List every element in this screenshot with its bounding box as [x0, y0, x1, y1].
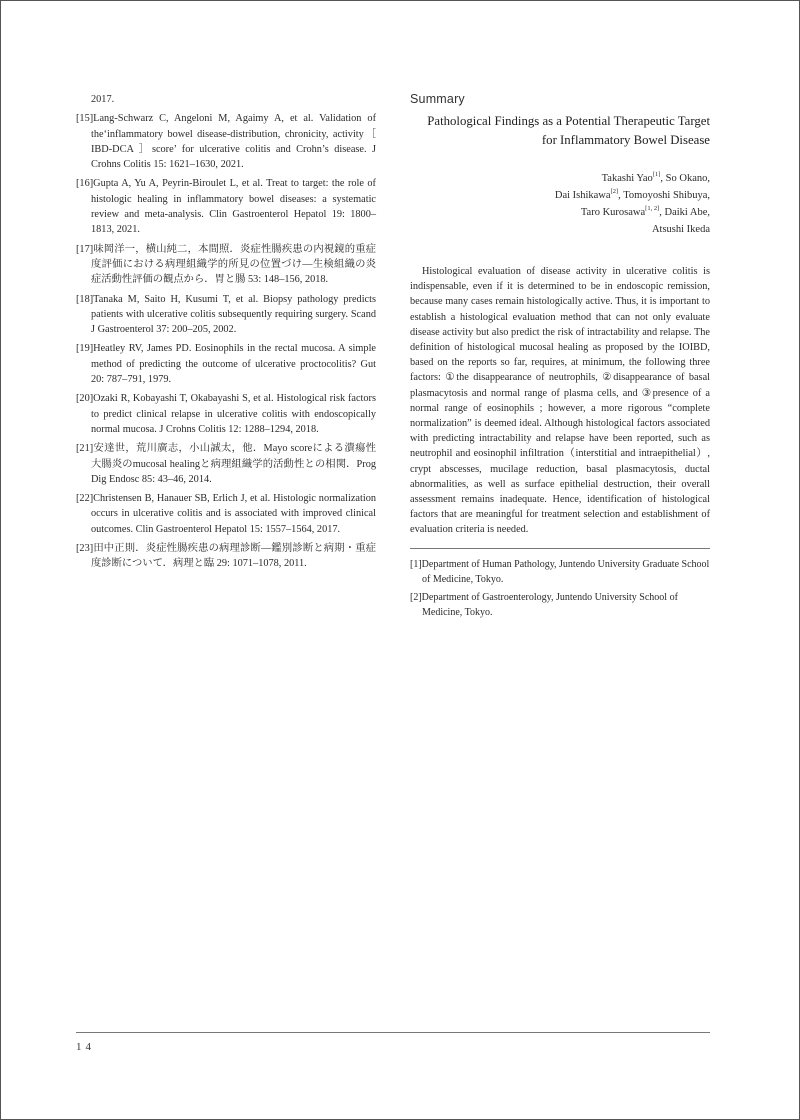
affiliation-item: [2]Department of Gastroenterology, Juntendo University School of Medicine, Tokyo.	[410, 591, 678, 618]
author-separator: , So Okano,	[660, 173, 710, 184]
reference-text: 田中正則．炎症性腸疾患の病理診断―鑑別診断と病期・重症度診断について．病理と臨 29: 1071–1078, 2011.	[91, 543, 376, 570]
footer-divider	[76, 1032, 710, 1033]
reference-text: Tanaka M, Saito H, Kusumi T, et al. Biopsy pathology predicts patients with ulcerative colitis subsequently requiring surgery. Scand J Gastroenterol 37: 200–205, 2002.	[91, 293, 376, 336]
abstract-text: Histological evaluation of disease activity in ulcerative colitis is indispensable, even if it is determined to be in endoscopic remission, because many cases remain histologically active. Thus, it is important to establish a histological evaluation method that can not only evaluate disease activity but also predict the risk of intractability and relapse. The definition of histological mucosal healing as proposed by the IOIBD, based on the reports so far, requires, at minimum, the following three factors: ①the disappearance of neutrophils, ②disappearance of basal plasmacytosis and normal range of plasma cells, and ③presence of a normal range of eosinophils ; however, a more rigorous “complete normalization” is deemed ideal. Although histological factors associated with predicting intractability and relapse have been reported, such as neutrophil and eosinophil infiltration（interstitial and intraepithelial）, crypt abscesses, mucilage reduction, basal plasmacytosis, ductal abnormalities, as well as surface epithelial destruction, their overall assessment remains inadequate. Hence, identification of histological factors that are meaningful for treatment selection and establishment of evaluation criteria is needed.	[410, 266, 710, 536]
summary-heading: Summary	[410, 92, 465, 106]
reference-number: [17]	[76, 243, 94, 255]
author-affiliation-mark: [2]	[610, 188, 619, 195]
reference-number: [22]	[76, 493, 94, 505]
author-affiliation-mark: [1]	[652, 171, 661, 178]
author-name: Taro Kurosawa	[580, 207, 646, 218]
author-name: Atsushi Ikeda	[651, 224, 710, 235]
reference-text: Gupta A, Yu A, Peyrin-Biroulet L, et al. Treat to target: the role of histologic healing in inflammatory bowel diseases: a systematic review and meta-analysis. Clin Gastroenterol Hepatol 19: 1800–1813, 2021.	[91, 178, 376, 236]
reference-item	[76, 111, 376, 172]
reference-item	[76, 292, 376, 338]
title-line-1: Pathological Findings as a Potential Therapeutic Target	[427, 114, 710, 128]
reference-number: [20]	[76, 393, 94, 405]
reference-item	[76, 391, 376, 437]
reference-item	[76, 341, 376, 387]
reference-continuation	[76, 92, 376, 107]
author-name: Takashi Yao	[601, 173, 653, 184]
affiliation-list	[410, 557, 710, 620]
reference-number: [21]	[76, 443, 94, 455]
author-line	[410, 170, 710, 187]
reference-item	[76, 441, 376, 487]
reference-number: [16]	[76, 178, 94, 190]
reference-item	[76, 176, 376, 237]
reference-text: Christensen B, Hanauer SB, Erlich J, et al. Histologic normalization occurs in ulcerative colitis and is associated with improved clinical outcomes. Clin Gastroenterol Hepatol 15: 1557–1564, 2017.	[91, 493, 376, 535]
reference-text: 安達世，荒川廣志，小山誠太，他．Mayo scoreによる潰瘍性大腸炎のmucosal healingと病理組織学的活動性との相関．Prog Dig Endosc 85: 43–46, 2014.	[91, 443, 376, 485]
reference-item	[76, 491, 376, 537]
author-list	[410, 170, 710, 238]
author-line	[410, 221, 710, 238]
reference-item	[76, 242, 376, 288]
reference-number: [23]	[76, 543, 94, 555]
author-separator: , Tomoyoshi Shibuya,	[618, 190, 710, 201]
page-number: 14	[76, 1041, 95, 1053]
reference-text: Ozaki R, Kobayashi T, Okabayashi S, et al. Histological risk factors to predict clinical relapse in ulcerative colitis with endoscopically normal mucosa. J Crohns Colitis 12: 1288–1294, 2018.	[91, 393, 376, 435]
author-affiliation-mark: [1, 2]	[645, 205, 660, 212]
reference-text: 味岡洋一，横山純二，本間照．炎症性腸疾患の内視鏡的重症度評価における病理組織学的所見の位置づけ―生検組織の炎症活動性評価の観点から．胃と腸 53: 148–156, 2018.	[91, 243, 376, 286]
reference-list	[76, 92, 376, 576]
reference-number: [15]	[76, 113, 94, 125]
author-separator: , Daiki Abe,	[659, 207, 710, 218]
reference-text: Heatley RV, James PD. Eosinophils in the rectal mucosa. A simple method of predicting the outcome of ulcerative proctocolitis? Gut 20: 787–791, 1979.	[91, 343, 376, 386]
reference-number: [18]	[76, 293, 94, 305]
author-line	[410, 204, 710, 221]
divider	[410, 548, 710, 549]
title-line-2: for Inflammatory Bowel Disease	[541, 133, 710, 147]
summary-section	[410, 92, 710, 623]
paper-title	[410, 112, 710, 150]
reference-item	[76, 541, 376, 572]
author-name: Dai Ishikawa	[554, 190, 611, 201]
reference-number: [19]	[76, 343, 94, 355]
reference-text: 2017.	[91, 94, 115, 105]
affiliation-item: [1]Department of Human Pathology, Juntendo University Graduate School of Medicine, Tokyo.	[410, 558, 710, 585]
reference-text: Lang-Schwarz C, Angeloni M, Agaimy A, et al. Validation of the‘inflammatory bowel disease-distribution, chronicity, activity［ IBD-DCA ］score’ for ulcerative colitis and Crohn’s disease. J Crohns Colitis 15: 1621–1630, 2021.	[91, 113, 376, 171]
author-line	[410, 187, 710, 204]
